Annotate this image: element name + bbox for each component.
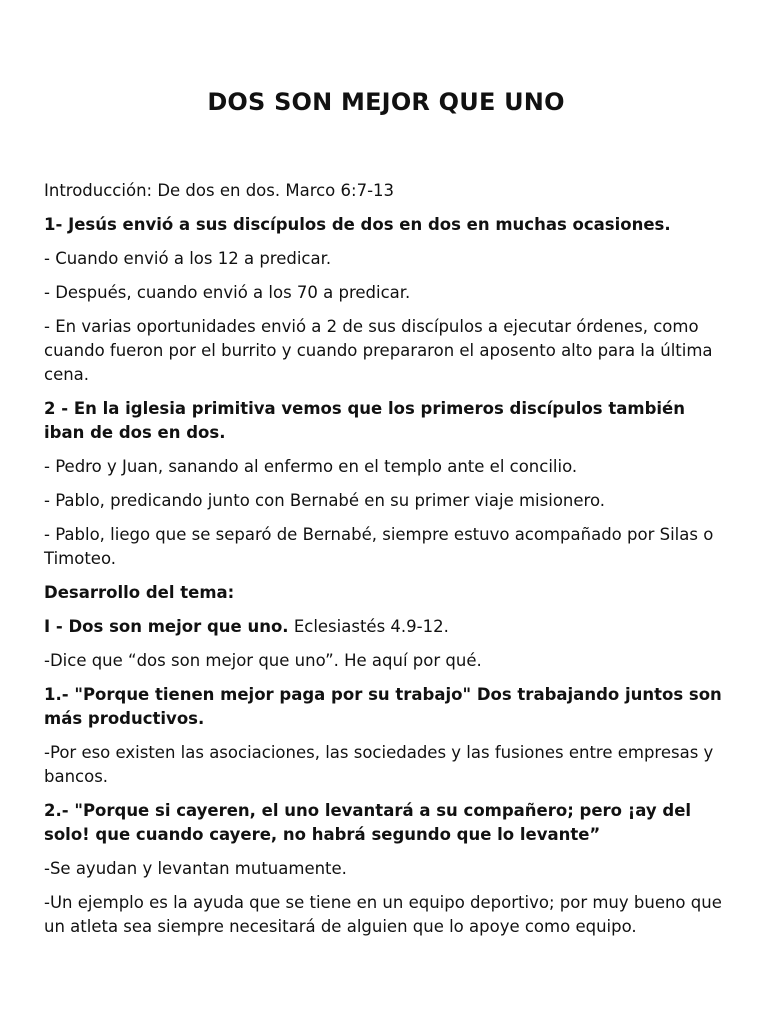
- section-i-heading: [44, 615, 728, 639]
- point-1-heading: 1- Jesús envió a sus discípulos de dos en dos en muchas ocasiones.: [44, 215, 671, 234]
- reason-2-heading: 2.- "Porque si cayeren, el uno levantará a su compañero; pero ¡ay del solo! que cuando cayere, no habrá segundo que lo levante”: [44, 801, 692, 844]
- development-heading: Desarrollo del tema:: [44, 583, 235, 602]
- point-2-item-3: - Pablo, liego que se separó de Bernabé, siempre estuvo acompañado por Silas o Timoteo.: [44, 525, 714, 568]
- intro-line: Introducción: De dos en dos. Marco 6:7-13: [44, 181, 395, 200]
- document-title: DOS SON MEJOR QUE UNO: [207, 88, 565, 116]
- reason-1-heading: 1.- "Porque tienen mejor paga por su trabajo" Dos trabajando juntos son más productivos.: [44, 685, 722, 728]
- section-i-reference: Eclesiastés 4.9-12.: [288, 617, 449, 636]
- document-body: [44, 179, 728, 949]
- point-2-heading: 2 - En la iglesia primitiva vemos que los primeros discípulos también iban de dos en dos.: [44, 399, 685, 442]
- point-1-item-2: - Después, cuando envió a los 70 a predicar.: [44, 283, 411, 302]
- point-2-item-1: - Pedro y Juan, sanando al enfermo en el templo ante el concilio.: [44, 457, 578, 476]
- point-2-item-2: - Pablo, predicando junto con Bernabé en su primer viaje misionero.: [44, 491, 605, 510]
- reason-2-item-1: -Se ayudan y levantan mutuamente.: [44, 859, 347, 878]
- point-1-item-3: - En varias oportunidades envió a 2 de sus discípulos a ejecutar órdenes, como cuando fueron por el burrito y cuando prepararon el aposento alto para la última cena.: [44, 317, 713, 384]
- reason-1-item-1: -Por eso existen las asociaciones, las sociedades y las fusiones entre empresas y bancos.: [44, 743, 714, 786]
- section-i-title: I - Dos son mejor que uno.: [44, 617, 289, 636]
- reason-2-item-2: -Un ejemplo es la ayuda que se tiene en un equipo deportivo; por muy bueno que un atleta sea siempre necesitará de alguien que lo apoye como equipo.: [44, 893, 722, 936]
- point-1-item-1: - Cuando envió a los 12 a predicar.: [44, 249, 332, 268]
- section-i-intro: -Dice que “dos son mejor que uno”. He aquí por qué.: [44, 651, 482, 670]
